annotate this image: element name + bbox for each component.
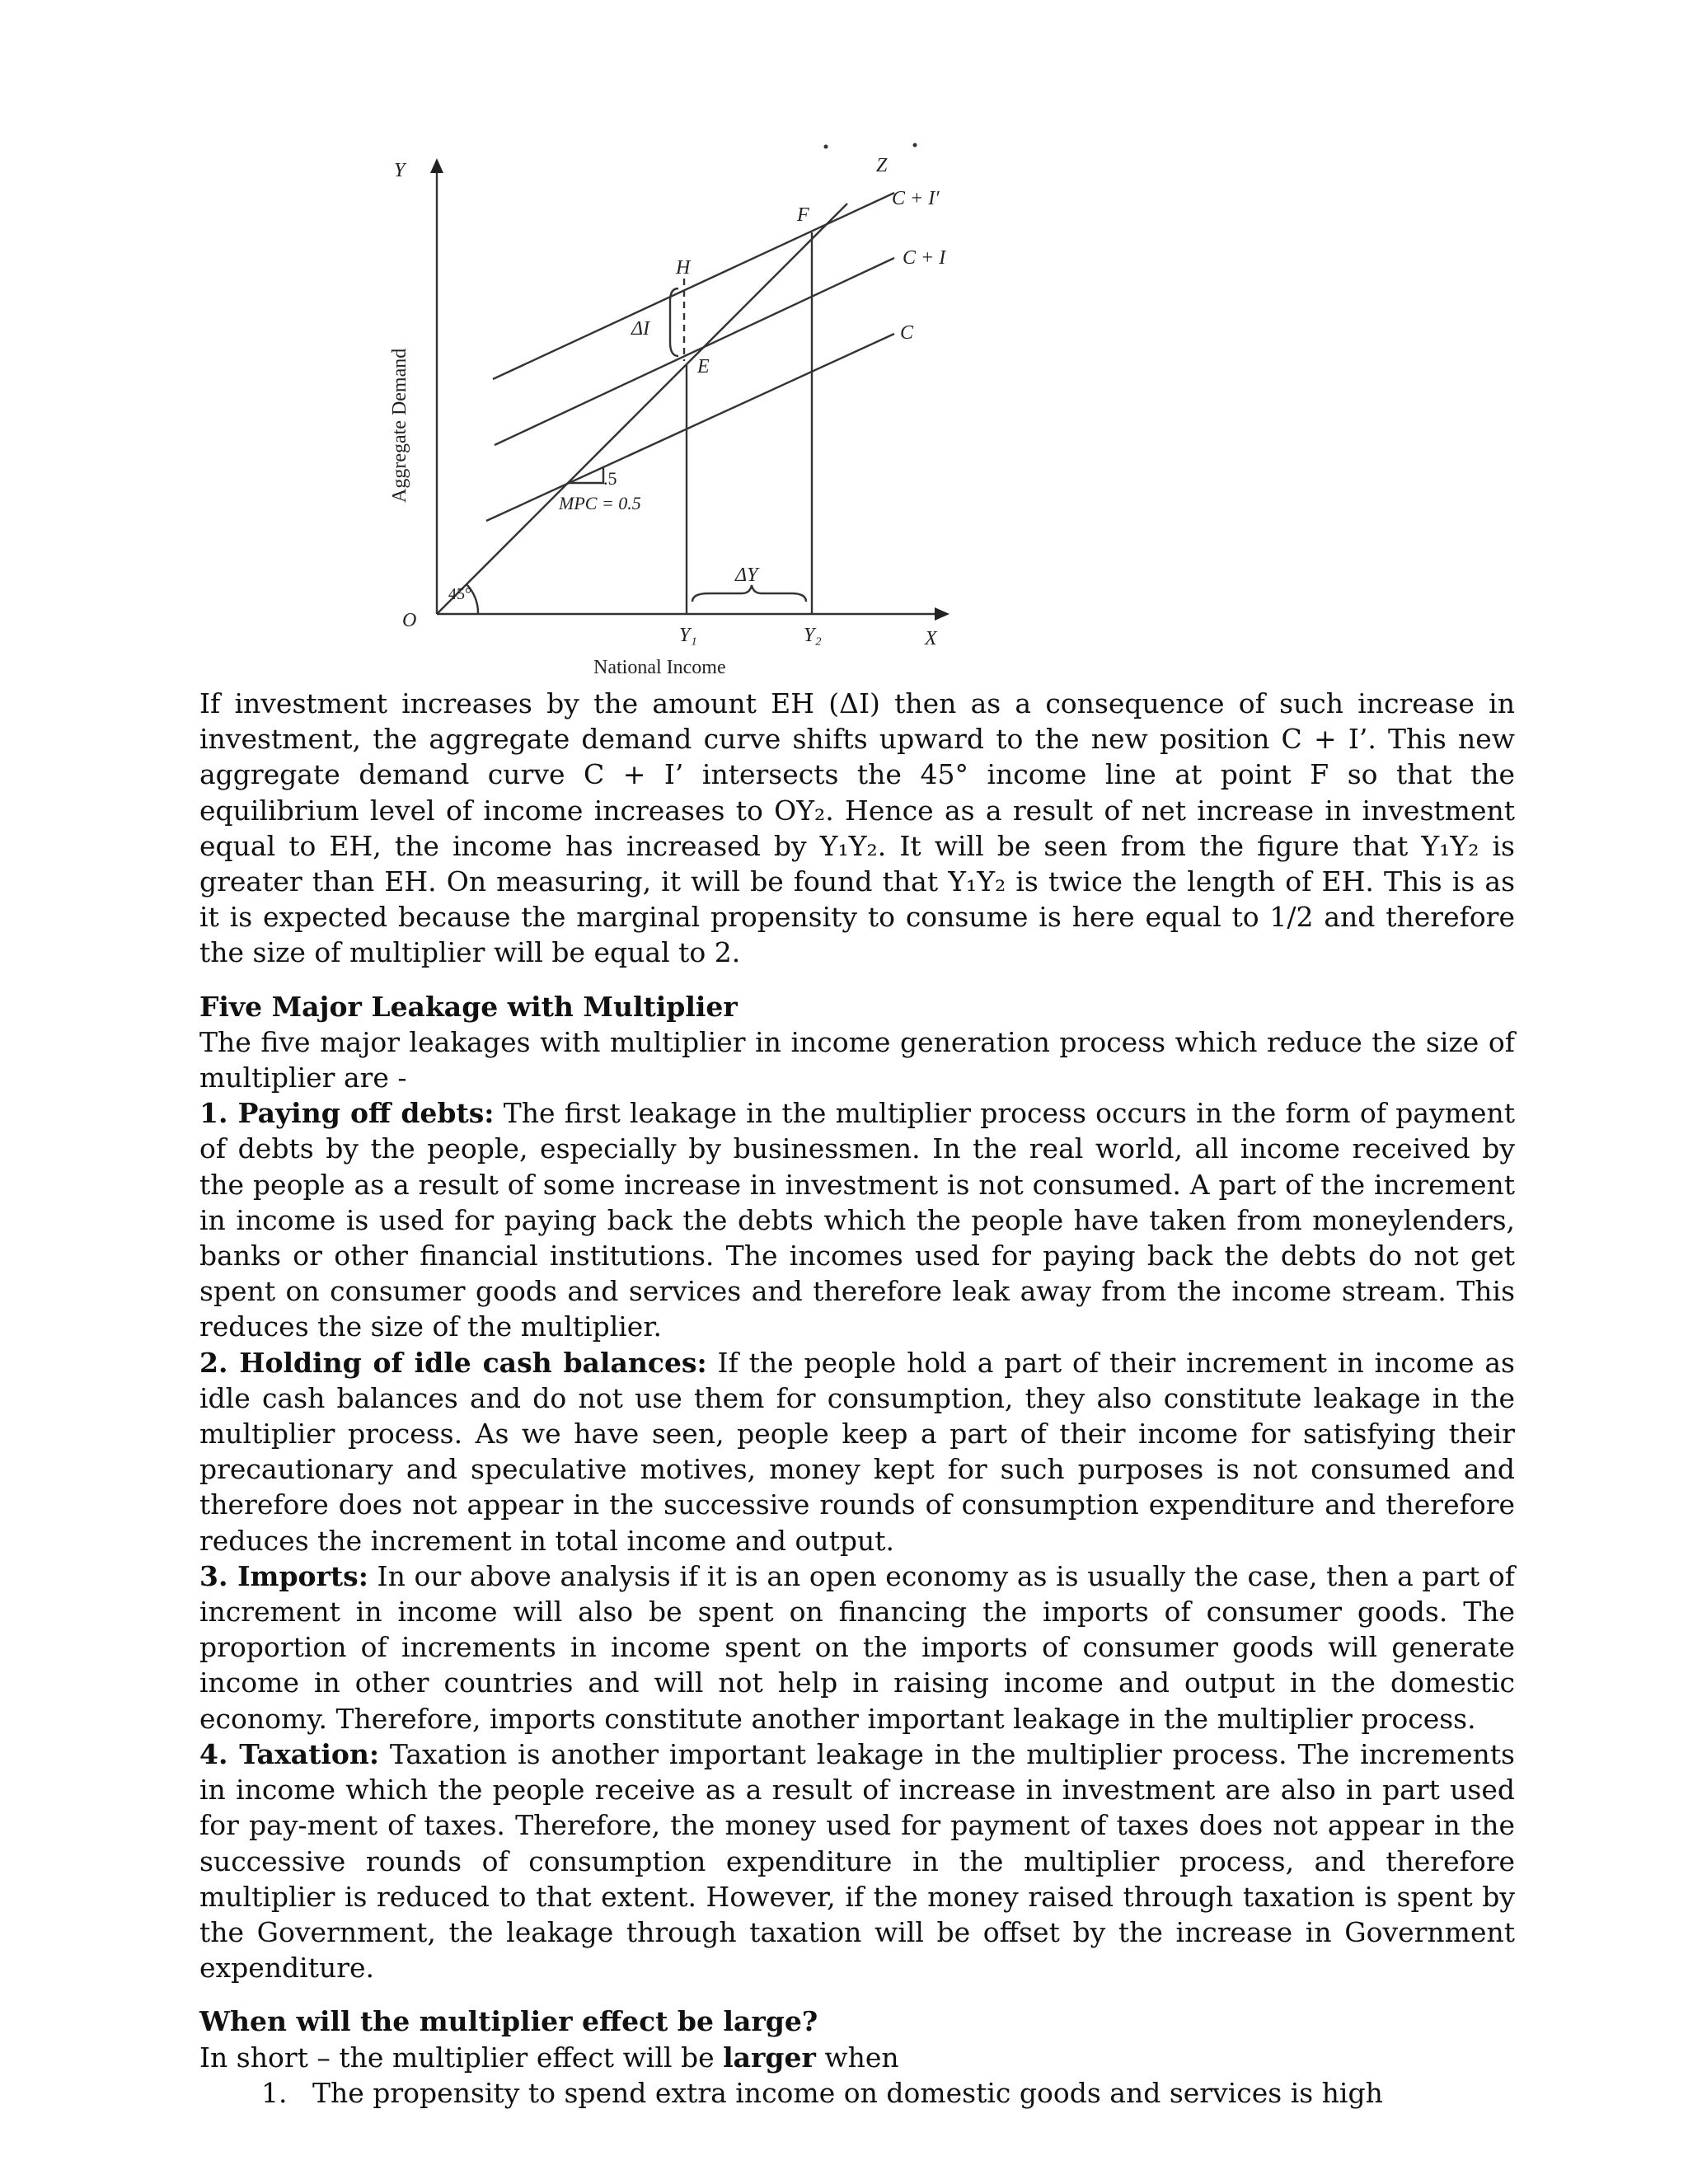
leakage-title: 3. Imports: xyxy=(199,1559,368,1592)
y-axis-label: Y xyxy=(394,160,406,181)
multiplier-heading: When will the multiplier effect be large? xyxy=(199,2005,818,2038)
delta-y-label: ΔY xyxy=(735,565,758,586)
point-e-label: E xyxy=(697,356,710,377)
larger-emphasis: larger xyxy=(723,2041,816,2074)
delta-y-brace xyxy=(692,585,806,602)
origin-label: O xyxy=(402,610,417,631)
mpc-label: MPC = 0.5 xyxy=(559,493,641,513)
y-axis-arrow xyxy=(430,158,443,173)
short-summary: In short – the multiplier effect will be larger when xyxy=(199,2041,899,2074)
c-label: C xyxy=(900,322,914,344)
angle-label: 45° xyxy=(448,585,471,603)
explanation-paragraph: If investment increases by the amount EH (ΔI) then as a consequence of such increase in investment, the aggregate demand curve shifts upward to the new position C + I’. This new aggregate demand curve C + I’ intersects the 45° income line at point F so that the equilibrium level of income increases to OY₂. Hence as a result of net increase in investment equal to EH, the income has increased by Y₁Y₂. It will be seen from the figure that Y₁Y₂ is greater than EH. On measuring, it will be found that Y₁Y₂ is twice the length of EH. This is as it is expected because the marginal propensity to consume is here equal to 1/2 and therefore the size of multiplier will be equal to 2. xyxy=(199,687,1515,969)
leakage-item xyxy=(199,1736,1515,1985)
delta-i-brace xyxy=(670,288,678,356)
leakage-title: 4. Taxation: xyxy=(199,1737,380,1770)
z-label: Z xyxy=(876,155,888,176)
leakage-item xyxy=(199,1558,1515,1736)
leakage-heading: Five Major Leakage with Multiplier xyxy=(199,990,738,1023)
c-plus-i-prime-label: C + I′ xyxy=(892,188,940,209)
leakage-item xyxy=(199,1345,1515,1558)
y-axis-title: Aggregate Demand xyxy=(389,348,410,503)
delta-i-label: ΔI xyxy=(631,318,650,340)
list-item: 1. The propensity to spend extra income on domestic goods and services is high xyxy=(296,2075,1515,2111)
leakage-title: 1. Paying off debts: xyxy=(199,1097,495,1130)
multiplier-diagram-svg xyxy=(354,140,981,684)
leakage-text: Taxation is another important leakage in the multiplier process. The increments in income which the people receive as a result of increase in investment are also in part used for pay-ment of taxes. Therefore, the money used for payment of taxes does not appear in the successive rounds of consumption expenditure in the multiplier process, and therefore multiplier is reduced to that extent. However, if the money raised through taxation is spent by the Government, the leakage through taxation will be offset by the increase in Government expenditure. xyxy=(199,1737,1515,1985)
leakage-intro: The five major leakages with multiplier in income generation process which reduce the size of multiplier are - xyxy=(199,1025,1515,1094)
y1-label: Y₁ xyxy=(679,625,697,646)
multiplier-diagram xyxy=(354,140,981,684)
leakage-text: If the people hold a part of their increment in income as idle cash balances and do not use them for consumption, they also constitute leakage in the multiplier process. As we have seen, people keep a part of their income for satisfying their precautionary and speculative motives, money kept for such purposes is not consumed and therefore does not appear in the successive rounds of consumption expenditure and therefore reduces the increment in total income and output. xyxy=(199,1346,1515,1557)
slope-value: .5 xyxy=(603,468,617,489)
x-axis-arrow xyxy=(935,607,950,621)
leakage-item xyxy=(199,1095,1515,1344)
leakage-text: The first leakage in the multiplier process occurs in the form of payment of debts by the people, especially by businessmen. In the real world, all income received by the people as a result of some increase in investment is not consumed. A part of the increment in income is used for paying back the debts which the people have taken from moneylenders, banks or other financial institutions. The incomes used for paying back the debts do not get spent on consumer goods and services and therefore leak away from the income stream. This reduces the size of the multiplier. xyxy=(199,1097,1515,1343)
forty-five-degree-line xyxy=(437,204,847,614)
x-axis-label: X xyxy=(925,628,937,649)
leakage-title: 2. Holding of idle cash balances: xyxy=(199,1346,707,1379)
leakage-text: In our above analysis if it is an open economy as is usually the case, then a part of increment in income will also be spent on financing the imports of consumer goods. The proportion of increments in income spent on the imports of consumer goods will generate income in other countries and will not help in raising income and output in the domestic economy. Therefore, imports constitute another important leakage in the multiplier process. xyxy=(199,1559,1515,1735)
dot-mark xyxy=(824,145,828,149)
dot-mark xyxy=(913,143,917,148)
c-plus-i-label: C + I xyxy=(903,247,946,269)
x-axis-title: National Income xyxy=(593,657,726,678)
conditions-list xyxy=(199,2075,1515,2111)
point-f-label: F xyxy=(797,204,809,226)
y2-label: Y₂ xyxy=(804,625,822,646)
document-body xyxy=(199,686,1515,2111)
point-h-label: H xyxy=(676,257,691,279)
